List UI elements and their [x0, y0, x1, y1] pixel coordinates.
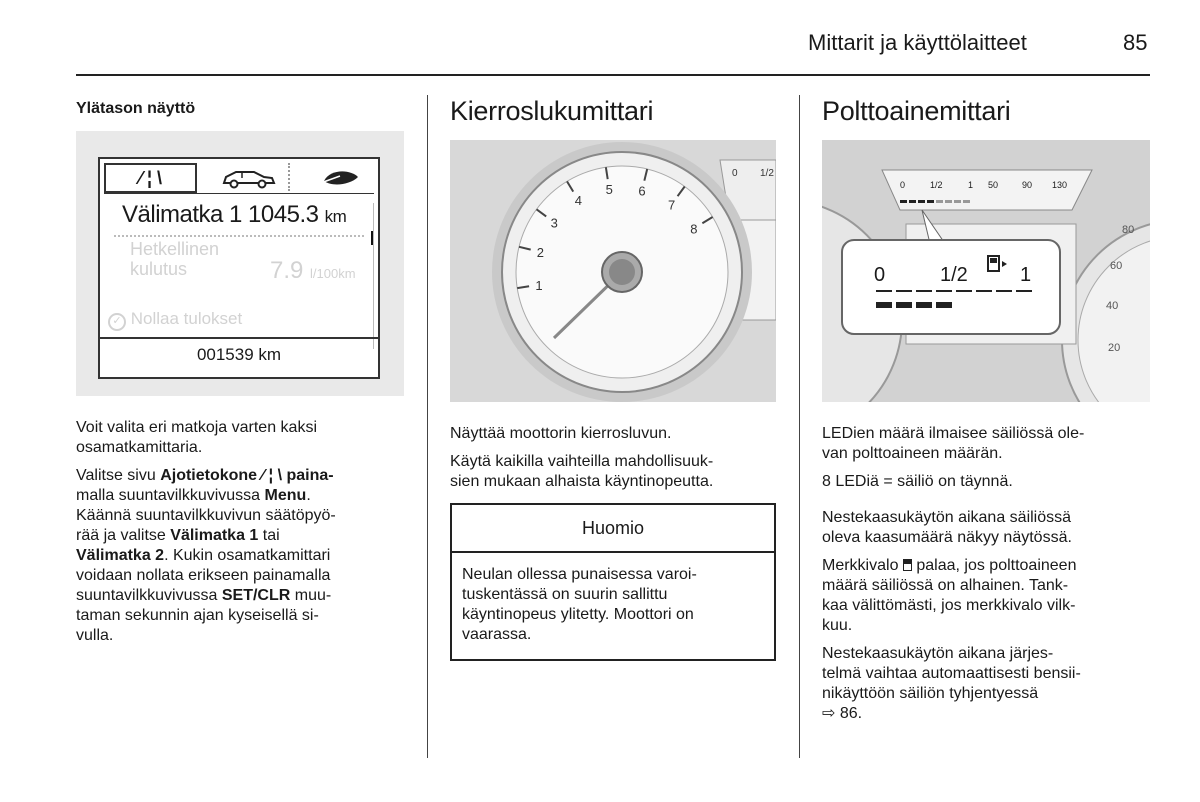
column-divider-1	[427, 95, 428, 758]
top-fuel-led	[927, 200, 934, 203]
instant-value: 7.9	[270, 257, 304, 284]
trip-symbol-text: ⁄ ¦ \ paina-	[257, 467, 334, 484]
text-run: LEDien määrä ilmaisee säiliössä ole-	[822, 425, 1085, 442]
text-run: Valitse sivu	[76, 467, 161, 484]
paragraph-tacho-1: Näyttää moottorin kierrosluvun.	[450, 425, 672, 442]
zoom-fuel-led-upper	[896, 290, 912, 292]
tach-numeral: 6	[638, 183, 646, 199]
selection-divider	[114, 235, 364, 238]
top-fuel-led	[936, 200, 943, 203]
tach-numeral: 7	[668, 197, 676, 213]
text-run: taman sekunnin ajan kyseisellä si-	[76, 607, 319, 624]
zoom-fuel-led-upper	[936, 290, 952, 292]
speedo-80: 80	[1122, 224, 1135, 236]
zoom-fuel-led	[916, 302, 932, 308]
text-run: Käytä kaikilla vaihteilla mahdollisuuk-	[450, 453, 714, 470]
paragraph-tacho-2	[450, 452, 780, 492]
car-icon[interactable]	[212, 165, 282, 191]
odometer-divider	[100, 337, 378, 339]
paragraph-intro: Voit valita eri matkoja varten kaksi osamatkamittaria.	[76, 419, 317, 456]
top-fuel-led	[900, 200, 907, 203]
text-run: . Kukin osamatkamittari	[164, 547, 331, 564]
speedo-40: 40	[1106, 300, 1119, 312]
display-figure	[76, 131, 404, 396]
top-label-50: 50	[988, 180, 999, 190]
zoom-label-1: 1	[1020, 264, 1032, 286]
text-run: telmä vaihtaa automaattisesti bensii-	[822, 665, 1081, 682]
paragraph-instructions	[76, 466, 406, 646]
tach-numeral: 2	[536, 245, 545, 261]
page-reference: 86.	[839, 705, 863, 722]
top-fuel-led	[945, 200, 952, 203]
zoom-fuel-led	[1016, 290, 1032, 292]
text-run: suuntavilkkuvivussa	[76, 587, 222, 604]
distance-label: Välimatka 1 1045.3	[122, 201, 319, 228]
paragraph-fuel-5	[822, 644, 1152, 724]
mini-fuel-label-half: 1/2	[760, 168, 774, 179]
text-run: Neulan ollessa punaisessa varoi-	[462, 566, 697, 583]
trip-display	[98, 157, 380, 379]
text-run: tuskentässä on suurin sallittu	[462, 586, 668, 603]
subheading: Ylätason näyttö	[76, 100, 196, 117]
text-run: määrä säiliössä on alhainen. Tank-	[822, 577, 1069, 594]
top-label-half: 1/2	[930, 180, 943, 190]
term-valimatka-1: Välimatka 1	[170, 527, 259, 544]
paragraph-fuel-4	[822, 556, 1152, 636]
text-run: voidaan nollata erikseen painamalla	[76, 567, 331, 584]
warning-body	[452, 553, 774, 657]
text-run: nikäyttöön säiliön tyhjentyessä	[822, 685, 1039, 702]
top-fuel-led	[954, 200, 961, 203]
zoom-fuel-led	[956, 290, 972, 292]
page-header-title: Mittarit ja käyttölaitteet	[808, 30, 1027, 55]
paragraph-fuel-3	[822, 508, 1152, 548]
tach-numeral: 8	[690, 221, 698, 237]
paragraph-fuel-2: 8 LEDiä = säiliö on täynnä.	[822, 473, 1013, 490]
zoom-fuel-led	[936, 302, 952, 308]
tab-trip-computer[interactable]	[104, 163, 197, 193]
term-set-clr: SET/CLR	[221, 587, 291, 604]
term-valimatka-2: Välimatka 2	[76, 547, 165, 564]
zoom-label-half: 1/2	[940, 264, 968, 286]
reset-label: Nollaa tulokset	[130, 309, 243, 328]
zoom-fuel-led-upper	[876, 290, 892, 292]
text-run: käyntinopeus ylitetty. Moottori on	[462, 606, 694, 623]
column-3-text	[822, 424, 1152, 732]
text-run: malla suuntavilkkuvivussa	[76, 487, 265, 504]
top-fuel-led	[918, 200, 925, 203]
top-label-1: 1	[968, 180, 974, 190]
trip-computer-icon: ⁄ ¦ \	[138, 168, 163, 188]
text-run: kuu.	[822, 617, 853, 634]
text-run: .	[306, 487, 311, 504]
top-label-90: 90	[1022, 180, 1033, 190]
tab-separator	[288, 163, 291, 191]
check-circle-icon: ✓	[108, 313, 126, 331]
top-label-0: 0	[900, 180, 906, 190]
text-run: palaa, jos polttoaineen	[911, 557, 1077, 574]
distance-readout	[122, 201, 346, 229]
instant-consumption-label	[130, 239, 219, 279]
zoom-fuel-led	[896, 302, 912, 308]
zoom-fuel-led	[976, 290, 992, 292]
text-run: Käännä suuntavilkkuvivun säätöpyö-	[76, 507, 336, 524]
paragraph-fuel-1	[822, 424, 1152, 464]
top-fuel-led	[963, 200, 970, 203]
heading-tachometer: Kierroslukumittari	[450, 96, 654, 126]
speedo-60: 60	[1110, 260, 1123, 272]
zoom-label-0: 0	[874, 264, 886, 286]
text-run: vulla.	[76, 627, 114, 644]
text-run: muu-	[290, 587, 332, 604]
instant-consumption-value	[270, 257, 356, 285]
heading-fuel-gauge: Polttoainemittari	[822, 96, 1011, 126]
scrollbar-track[interactable]	[373, 203, 374, 349]
zoom-fuel-led-upper	[916, 290, 932, 292]
cross-reference-link[interactable]	[822, 705, 862, 722]
top-fuel-led	[909, 200, 916, 203]
text-run: Merkkivalo	[822, 557, 903, 574]
fuel-gauge-illustration	[822, 140, 1150, 402]
text-run: oleva kaasumäärä näkyy näytössä.	[822, 529, 1072, 546]
tach-numeral: 3	[550, 215, 558, 231]
page-number: 85	[1123, 30, 1148, 55]
reset-results-item[interactable]	[108, 309, 242, 331]
top-label-130: 130	[1052, 180, 1068, 190]
tach-numeral: 5	[605, 181, 613, 197]
tach-numeral: 4	[574, 193, 583, 209]
tachometer-figure	[450, 140, 776, 402]
warning-box	[450, 503, 776, 661]
column-divider-2	[799, 95, 800, 758]
fuel-gauge-figure	[822, 140, 1150, 402]
tachometer-illustration	[450, 140, 776, 402]
text-run: rää ja valitse	[76, 527, 171, 544]
odometer: 001539 km	[196, 345, 282, 364]
zoom-fuel-led	[876, 302, 892, 308]
mini-fuel-label-0: 0	[732, 168, 738, 179]
warning-title: Huomio	[452, 505, 774, 553]
text-run: van polttoaineen määrän.	[822, 445, 1003, 462]
text-run: tai	[258, 527, 280, 544]
text-run: vaarassa.	[462, 626, 532, 643]
distance-unit: km	[324, 207, 347, 226]
instant-label-line1: Hetkellinen	[130, 239, 220, 259]
text-run: sien mukaan alhaista käyntinopeutta.	[450, 473, 714, 490]
column-1-text	[76, 418, 406, 654]
zoom-fuel-led	[996, 290, 1012, 292]
instant-label-line2: kulutus	[130, 259, 188, 279]
header-rule	[76, 74, 1150, 76]
arrow-reference-icon: ⇨	[822, 705, 836, 722]
instant-unit: l/100km	[310, 266, 356, 281]
tach-numeral: 1	[535, 277, 543, 293]
column-2-text	[450, 424, 780, 500]
text-run: kaa välittömästi, jos merkkivalo vilk-	[822, 597, 1076, 614]
eco-leaf-icon[interactable]	[310, 165, 370, 191]
tab-underline	[104, 193, 374, 194]
fuel-warning-icon	[903, 559, 912, 571]
text-run: Nestekaasukäytön aikana järjes-	[822, 645, 1054, 662]
term-ajotietokone: Ajotietokone	[160, 467, 258, 484]
term-menu: Menu	[264, 487, 307, 504]
text-run: Nestekaasukäytön aikana säiliössä	[822, 509, 1072, 526]
speedo-20: 20	[1108, 342, 1121, 354]
